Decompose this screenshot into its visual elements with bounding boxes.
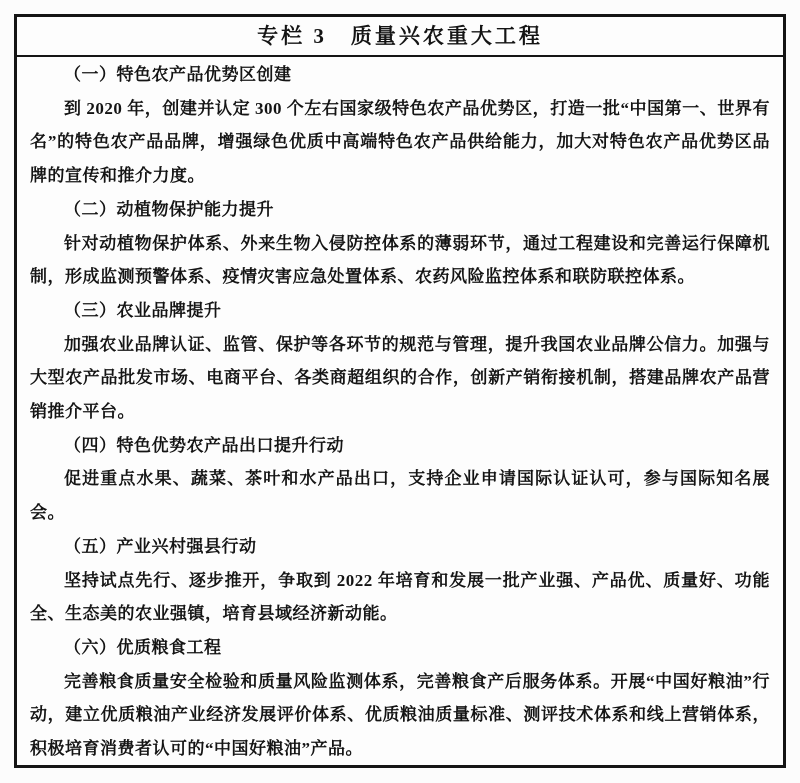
section-2-heading: （二）动植物保护能力提升 xyxy=(64,199,274,219)
feature-box xyxy=(14,14,786,768)
section-6-heading: （六）优质粮食工程 xyxy=(64,637,222,657)
panel-title: 专栏 3 质量兴农重大工程 xyxy=(17,17,783,57)
section-1-heading: （一）特色农产品优势区创建 xyxy=(64,65,292,84)
section-1-paragraph: 到 2020 年，创建并认定 300 个左右国家级特色农产品优势区，打造一批“中国第一、世界有名”的特色农产品品牌，增强绿色优质中高端特色农产品供给能力，加大对特色农产品优势区品牌的宣传和推介力度。 xyxy=(30,98,770,186)
section-3-paragraph: 加强农业品牌认证、监管、保护等各环节的规范与管理，提升我国农业品牌公信力。加强与大型农产品批发市场、电商平台、各类商超组织的合作，创新产销衔接机制，搭建品牌农产品营销推介平台。 xyxy=(30,334,770,422)
section-6-paragraph: 完善粮食质量安全检验和质量风险监测体系，完善粮食产后服务体系。开展“中国好粮油”行动，建立优质粮油产业经济发展评价体系、优质粮油质量标准、测评技术体系和线上营销体系，积极培育消费者认可的“中国好粮油”产品。 xyxy=(30,671,770,759)
section-5-heading: （五）产业兴村强县行动 xyxy=(64,536,257,556)
panel-body xyxy=(17,57,783,766)
section-3-heading: （三）农业品牌提升 xyxy=(64,300,222,320)
section-2-paragraph: 针对动植物保护体系、外来生物入侵防控体系的薄弱环节，通过工程建设和完善运行保障机制，形成监测预警体系、疫情灾害应急处置体系、农药风险监控体系和联防联控体系。 xyxy=(30,233,770,287)
section-4-heading: （四）特色优势农产品出口提升行动 xyxy=(64,435,344,455)
section-4-paragraph: 促进重点水果、蔬菜、茶叶和水产品出口，支持企业申请国际认证认可，参与国际知名展会。 xyxy=(30,469,770,523)
section-5-paragraph: 坚持试点先行、逐步推开，争取到 2022 年培育和发展一批产业强、产品优、质量好、功能全、生态美的农业强镇，培育县域经济新动能。 xyxy=(30,570,770,624)
